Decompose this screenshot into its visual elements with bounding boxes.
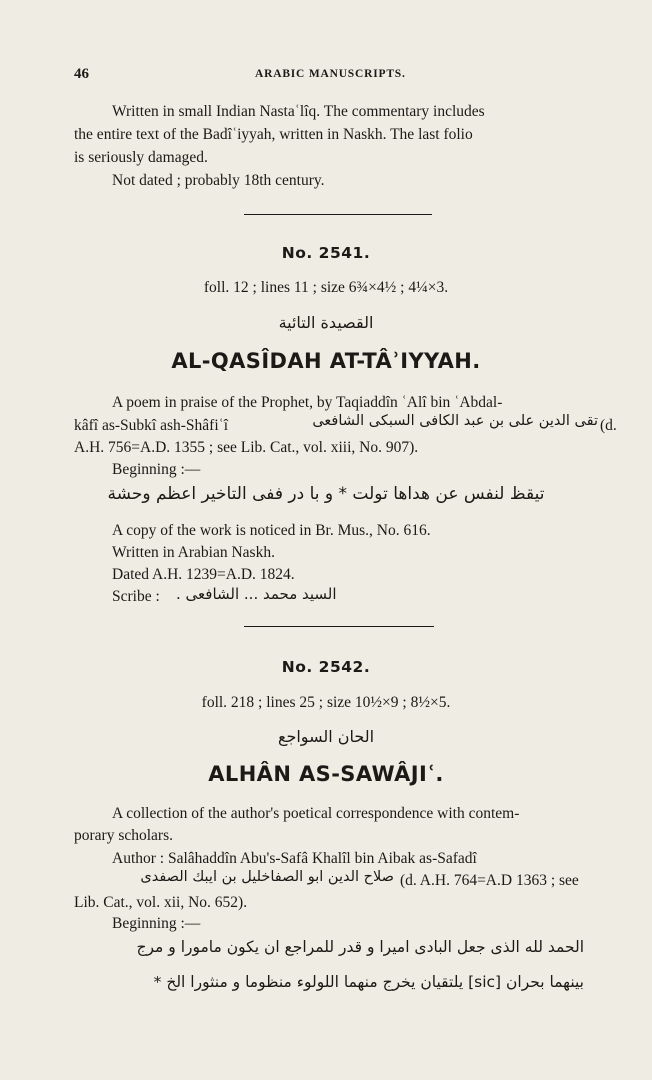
- note-line: Written in Arabian Naskh.: [112, 544, 275, 561]
- author-line: Author : Salâhaddîn Abu's-Safâ Khalîl bin Aibak as-Safadî: [112, 850, 477, 867]
- note-line: Dated A.H. 1239=A.D. 1824.: [112, 566, 295, 583]
- author-line: (d. A.H. 764=A.D 1363 ; see: [400, 872, 579, 889]
- running-title: ARABIC MANUSCRIPTS.: [255, 68, 406, 80]
- author-line: Lib. Cat., vol. xii, No. 652).: [74, 894, 248, 911]
- prev-entry-line: Written in small Indian Nastaʿlîq. The commentary includes: [112, 103, 485, 120]
- description-line: A poem in praise of the Prophet, by Taqiaddîn ʿAlî bin ʿAbdal-: [112, 394, 503, 411]
- description-line: (d.: [600, 417, 617, 434]
- entry-title: ALHÂN AS-SAWÂJIʿ.: [208, 762, 444, 786]
- page-number: 46: [74, 66, 89, 82]
- author-arabic: صلاح الدين ابو الصفاخليل بن ايبك الصفدى: [140, 869, 394, 885]
- beginning-line: الحمد لله الذى جعل البادى اميرا و قدر للمراجع ان يكون مامورا و مرج: [136, 938, 584, 956]
- folio-info: foll. 218 ; lines 25 ; size 10½×9 ; 8½×5.: [201, 694, 451, 711]
- entry-number: No. 2541.: [281, 244, 371, 262]
- scribe-label: Scribe :: [112, 588, 160, 605]
- description-line: A.H. 756=A.D. 1355 ; see Lib. Cat., vol. xiii, No. 907).: [74, 439, 419, 456]
- description-line: porary scholars.: [74, 827, 173, 844]
- beginning-text: تيقظ لنفس عن هداها تولت * و با در ففى التاخير اعظم وحشة: [107, 484, 545, 504]
- description-line: kâfî as-Subkî ash-Shâfiʿî: [74, 417, 229, 434]
- arabic-title: الحان السواجع: [277, 727, 375, 746]
- note-line: A copy of the work is noticed in Br. Mus., No. 616.: [112, 522, 431, 539]
- separator-rule: [244, 626, 434, 627]
- prev-entry-line: Not dated ; probably 18th century.: [112, 172, 325, 189]
- arabic-title: القصيدة التائية: [278, 313, 374, 332]
- entry-number: No. 2542.: [281, 658, 371, 676]
- beginning-label: Beginning :—: [112, 461, 201, 478]
- author-arabic: تقى الدين على بن عبد الكافى السبكى الشافعى: [312, 413, 598, 429]
- scribe-arabic: السيد محمد ... الشافعى .: [176, 585, 337, 603]
- prev-entry-line: the entire text of the Badîʿiyyah, written in Naskh. The last folio: [74, 126, 473, 143]
- beginning-line: بينهما بحران [sic] يلتقيان يخرج منهما اللولوء منظوما و منثورا الخ *: [153, 973, 584, 991]
- separator-rule: [244, 214, 432, 215]
- description-line: A collection of the author's poetical correspondence with contem-: [112, 805, 520, 822]
- beginning-label: Beginning :—: [112, 915, 201, 932]
- entry-title: AL-QASÎDAH AT-TÂʾIYYAH.: [171, 349, 481, 373]
- prev-entry-line: is seriously damaged.: [74, 149, 208, 166]
- folio-info: foll. 12 ; lines 11 ; size 6¾×4½ ; 4¼×3.: [203, 279, 449, 296]
